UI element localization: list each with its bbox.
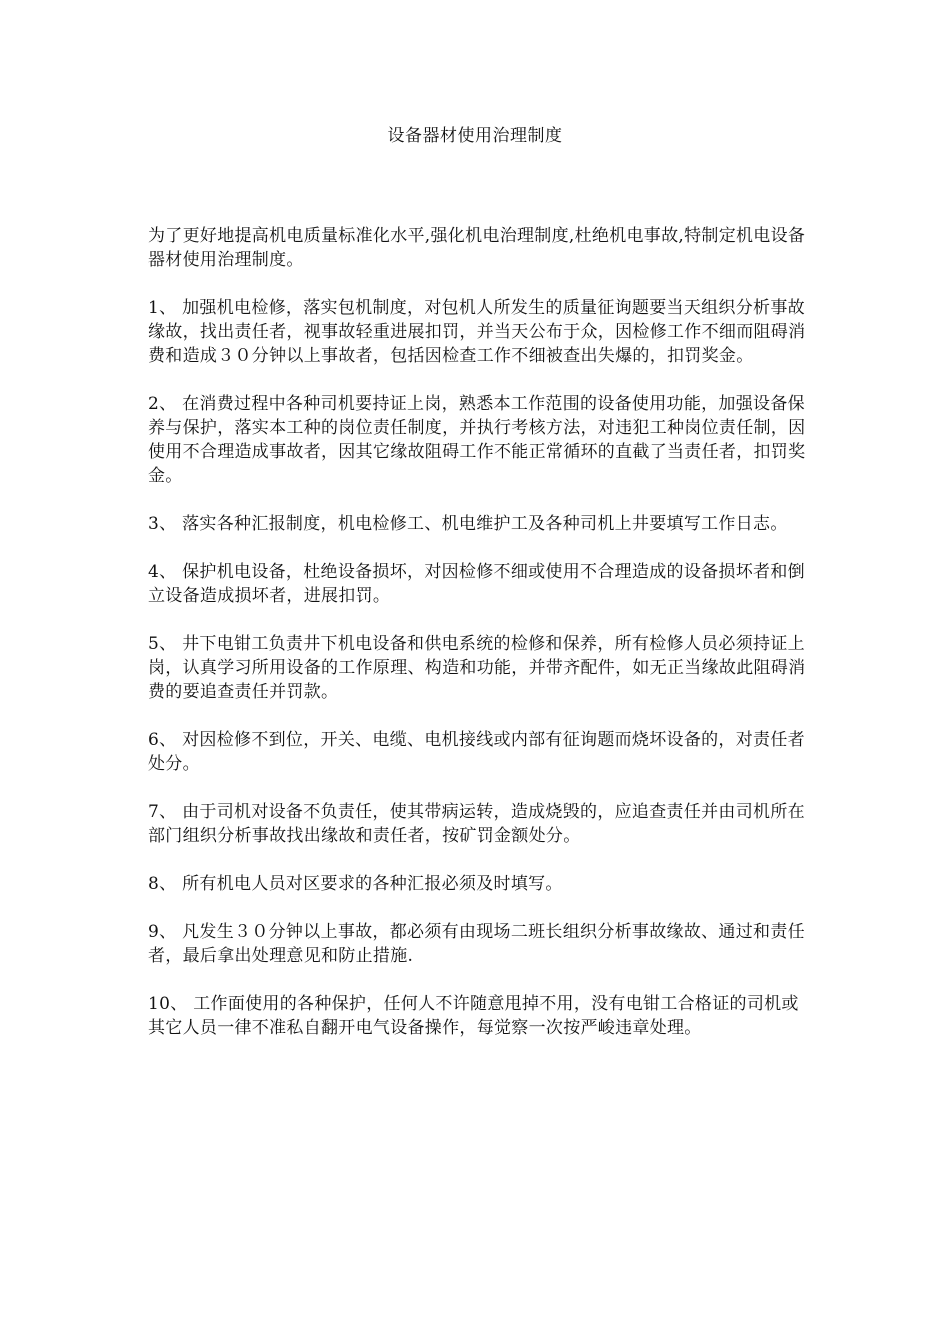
paragraph-item-1: 1、 加强机电检修，落实包机制度，对包机人所发生的质量征询题要当天组织分析事故缘故，找出责任者，视事故轻重进展扣罚，并当天公布于众，因检修工作不细而阻碍消费和造成３０分钟以上事故者，包括因检查工作不细被查出失爆的，扣罚奖金。 bbox=[148, 298, 806, 366]
paragraph-item-9: 9、 凡发生３０分钟以上事故，都必须有由现场二班长组织分析事故缘故、通过和责任者，最后拿出处理意见和防止措施. bbox=[148, 922, 805, 966]
paragraph-item-2: 2、 在消费过程中各种司机要持证上岗，熟悉本工作范围的设备使用功能，加强设备保养与保护，落实本工种的岗位责任制度，并执行考核方法，对违犯工种岗位责任制，因使用不合理造成事故者，因其它缘故阻碍工作不能正常循环的直截了当责任者，扣罚奖金。 bbox=[148, 394, 806, 486]
paragraph-item-7: 7、 由于司机对设备不负责任，使其带病运转，造成烧毁的，应追查责任并由司机所在部门组织分析事故找出缘故和责任者，按矿罚金额处分。 bbox=[148, 802, 805, 846]
document-body bbox=[148, 224, 808, 1064]
paragraph-item-10: 10、 工作面使用的各种保护，任何人不许随意甩掉不用，没有电钳工合格证的司机或其它人员一律不准私自翻开电气设备操作，每觉察一次按严峻违章处理。 bbox=[148, 994, 799, 1038]
document-title: 设备器材使用治理制度 bbox=[387, 126, 563, 146]
paragraph-item-6: 6、 对因检修不到位，开关、电缆、电机接线或内部有征询题而烧坏设备的，对责任者处分。 bbox=[148, 730, 805, 774]
paragraph-item-4: 4、 保护机电设备，杜绝设备损坏，对因检修不细或使用不合理造成的设备损坏者和倒立设备造成损坏者，进展扣罚。 bbox=[148, 562, 805, 606]
paragraph-item-3: 3、 落实各种汇报制度，机电检修工、机电维护工及各种司机上井要填写工作日志。 bbox=[148, 514, 788, 534]
paragraph-item-8: 8、 所有机电人员对区要求的各种汇报必须及时填写。 bbox=[148, 874, 563, 894]
paragraph-item-5: 5、 井下电钳工负责井下机电设备和供电系统的检修和保养，所有检修人员必须持证上岗，认真学习所用设备的工作原理、构造和功能，并带齐配件，如无正当缘故此阻碍消费的要追查责任并罚款。 bbox=[148, 634, 806, 702]
paragraph-intro: 为了更好地提高机电质量标准化水平,强化机电治理制度,杜绝机电事故,特制定机电设备器材使用治理制度。 bbox=[148, 226, 806, 270]
